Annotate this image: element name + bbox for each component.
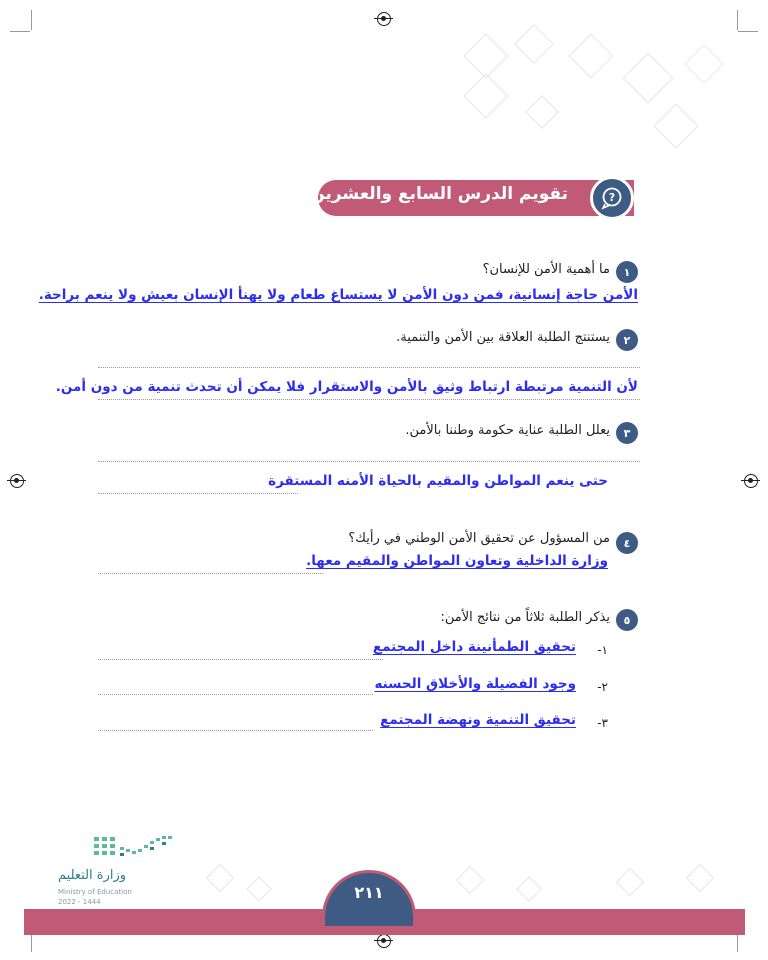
question-text: من المسؤول عن تحقيق الأمن الوطني في رأيك؟ [348,531,610,546]
answer-text: لأن التنمية مرتبطة ارتباط وثيق بالأمن والاستقرار فلا يمكن أن تحدث تنمية من دون أمن. [55,379,638,395]
list-item-answer: وجود الفضيلة والأخلاق الحسنه [374,676,576,692]
registration-mark [377,934,391,948]
registration-mark [10,474,24,488]
question-number-badge: ٣ [616,422,638,444]
decorative-shape [463,73,508,118]
crop-mark [10,31,30,32]
decorative-shape [514,24,554,64]
answer-line [98,399,640,400]
answer-line [98,461,640,462]
list-item-answer: تحقيق التنمية ونهضة المجتمع [380,712,576,728]
decorative-shape [516,876,541,901]
decorative-shape [246,876,271,901]
decorative-shape [463,33,508,78]
answer-text: الأمن حاجة إنسانية، فمن دون الأمن لا يستساغ طعام ولا يهنأ الإنسان بعيش ولا ينعم براحة. [38,287,638,303]
decorative-shape [616,868,644,896]
registration-mark [377,12,391,26]
crop-mark [31,10,32,30]
question-number-badge: ١ [616,261,638,283]
decorative-shape [568,33,613,78]
list-item-answer: تحقيق الطمأنينة داخل المجتمع [372,639,576,655]
question-number-badge: ٢ [616,329,638,351]
page-number: ٢١١ [322,870,416,926]
answer-line [98,367,640,368]
answer-line [98,730,373,731]
registration-mark [744,474,758,488]
ministry-name-en: Ministry of Education [58,888,132,896]
answer-text: حتى ينعم المواطن والمقيم بالحياة الأمنه المستقرة [268,473,608,489]
answer-line [98,573,323,574]
decorative-shape [623,53,674,104]
svg-text:?: ? [608,191,616,204]
ministry-name-ar: وزارة التعليم [58,868,127,883]
answer-text: وزارة الداخلية وتعاون المواطن والمقيم معها. [306,553,608,569]
decorative-shape [525,95,559,129]
crop-mark [31,932,32,952]
edition-year: 2022 - 1444 [58,898,101,906]
question-text: يعلل الطلبة عناية حكومة وطننا بالأمن. [405,423,610,438]
question-bubble-icon [590,176,634,220]
lesson-title: تقويم الدرس السابع والعشرين [310,184,568,204]
crop-mark [737,932,738,952]
question-text: ما أهمية الأمن للإنسان؟ [482,262,610,277]
question-number-badge: ٤ [616,532,638,554]
crop-mark [737,10,738,30]
answer-line [98,694,373,695]
decorative-shape [206,864,234,892]
decorative-shape [456,866,484,894]
question-number-badge: ٥ [616,609,638,631]
list-item-number: ١- [597,643,608,657]
decorative-shape [686,864,714,892]
question-text: يستنتج الطلبة العلاقة بين الأمن والتنمية. [396,330,610,345]
decorative-shape [684,44,724,84]
lesson-title-banner [310,180,634,216]
ministry-logo [90,833,180,859]
answer-line [98,659,383,660]
list-item-number: ٣- [597,716,608,730]
answer-line [98,493,298,494]
crop-mark [738,31,758,32]
decorative-shape [653,103,698,148]
list-item-number: ٢- [597,680,608,694]
question-text: يذكر الطلبة ثلاثاً من نتائج الأمن: [440,610,610,625]
